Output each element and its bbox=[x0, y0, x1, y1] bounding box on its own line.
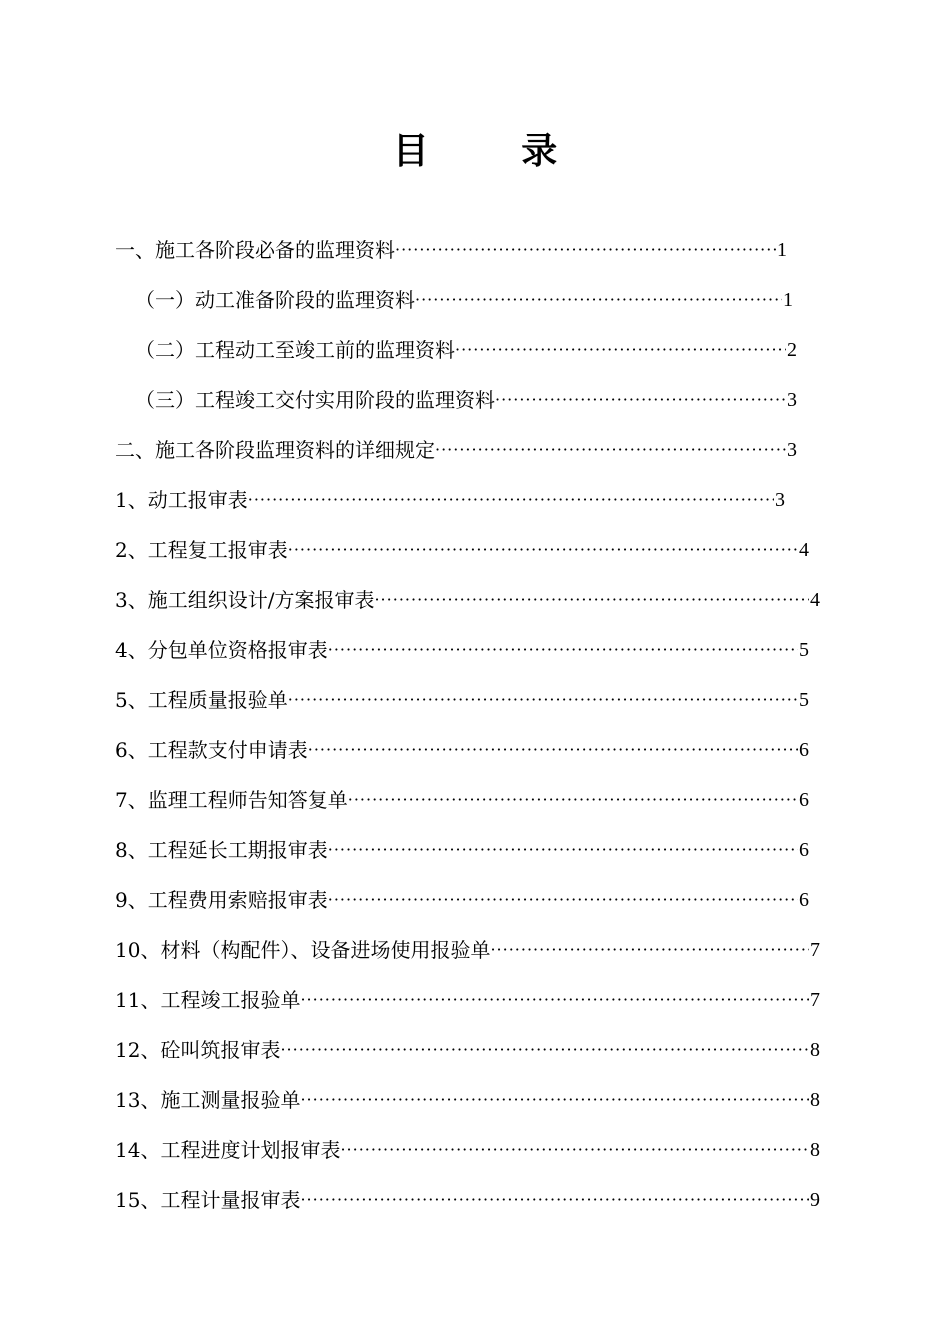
toc-dot-leader bbox=[248, 482, 774, 518]
toc-dot-leader bbox=[435, 432, 786, 468]
toc-dot-leader bbox=[288, 682, 798, 718]
toc-entry-label: （二）工程动工至竣工前的监理资料 bbox=[135, 338, 455, 362]
toc-entry-section-1[interactable] bbox=[115, 232, 787, 268]
toc-entry-item-1[interactable] bbox=[115, 482, 785, 518]
toc-entry-label: 二、施工各阶段监理资料的详细规定 bbox=[115, 438, 435, 462]
toc-dot-leader bbox=[300, 1082, 809, 1118]
toc-entry-item-7[interactable] bbox=[115, 782, 809, 818]
toc-page-number: 4 bbox=[799, 539, 809, 561]
toc-entry-label: 6、工程款支付申请表 bbox=[115, 738, 308, 762]
toc-page-number: 6 bbox=[799, 889, 809, 911]
toc-entry-item-5[interactable] bbox=[115, 682, 809, 718]
toc-page-number: 7 bbox=[810, 989, 820, 1011]
toc-dot-leader bbox=[288, 532, 798, 568]
page-title: 目 录 bbox=[392, 131, 598, 172]
toc-page-number: 3 bbox=[787, 439, 797, 461]
toc-page-number: 8 bbox=[810, 1139, 820, 1161]
toc-entry-label: 10、材料（构配件）、设备进场使用报验单 bbox=[115, 938, 491, 962]
toc-entry-label: 13、施工测量报验单 bbox=[115, 1088, 301, 1112]
toc-entry-item-3[interactable] bbox=[115, 582, 820, 618]
toc-page-number: 8 bbox=[810, 1089, 820, 1111]
toc-entry-item-10[interactable] bbox=[115, 932, 820, 968]
toc-entry-label: （三）工程竣工交付实用阶段的监理资料 bbox=[135, 388, 495, 412]
toc-dot-leader bbox=[328, 632, 798, 668]
toc-dot-leader bbox=[328, 882, 798, 918]
toc-entry-label: 8、工程延长工期报审表 bbox=[115, 838, 328, 862]
toc-page-number: 7 bbox=[810, 939, 820, 961]
toc-entry-item-9[interactable] bbox=[115, 882, 809, 918]
toc-page-number: 6 bbox=[799, 789, 809, 811]
toc-dot-leader bbox=[415, 282, 782, 318]
toc-page-number: 3 bbox=[775, 489, 785, 511]
toc-dot-leader bbox=[308, 732, 798, 768]
toc-entry-label: 15、工程计量报审表 bbox=[115, 1188, 301, 1212]
toc-entry-item-8[interactable] bbox=[115, 832, 809, 868]
toc-entry-item-13[interactable] bbox=[115, 1082, 820, 1118]
toc-entry-subsection-3[interactable] bbox=[135, 382, 797, 418]
toc-entry-section-2[interactable] bbox=[115, 432, 797, 468]
toc-page-number: 2 bbox=[787, 339, 797, 361]
toc-page-number: 1 bbox=[783, 289, 793, 311]
toc-entry-item-15[interactable] bbox=[115, 1182, 820, 1218]
toc-dot-leader bbox=[300, 1182, 809, 1218]
toc-dot-leader bbox=[495, 382, 786, 418]
toc-page-number: 3 bbox=[787, 389, 797, 411]
toc-dot-leader bbox=[374, 582, 809, 618]
toc-page-number: 5 bbox=[799, 639, 809, 661]
toc-entry-item-12[interactable] bbox=[115, 1032, 820, 1068]
toc-page-number: 9 bbox=[810, 1189, 820, 1211]
toc-dot-leader bbox=[490, 932, 809, 968]
toc-entry-subsection-2[interactable] bbox=[135, 332, 797, 368]
toc-entry-label: 4、分包单位资格报审表 bbox=[115, 638, 328, 662]
toc-page-number: 5 bbox=[799, 689, 809, 711]
toc-entry-label: 5、工程质量报验单 bbox=[115, 688, 288, 712]
toc-entry-label: 7、监理工程师告知答复单 bbox=[115, 788, 348, 812]
toc-entry-label: 12、砼叫筑报审表 bbox=[115, 1038, 281, 1062]
toc-dot-leader bbox=[300, 982, 809, 1018]
toc-page-number: 8 bbox=[810, 1039, 820, 1061]
toc-entry-label: 一、施工各阶段必备的监理资料 bbox=[115, 238, 395, 262]
toc-entry-item-2[interactable] bbox=[115, 532, 809, 568]
toc-page-number: 6 bbox=[799, 839, 809, 861]
toc-dot-leader bbox=[340, 1132, 809, 1168]
toc-dot-leader bbox=[455, 332, 786, 368]
toc-entry-subsection-1[interactable] bbox=[135, 282, 793, 318]
toc-entry-item-4[interactable] bbox=[115, 632, 809, 668]
toc-dot-leader bbox=[348, 782, 798, 818]
toc-dot-leader bbox=[280, 1032, 809, 1068]
toc-entry-item-6[interactable] bbox=[115, 732, 809, 768]
toc-entry-item-14[interactable] bbox=[115, 1132, 820, 1168]
toc-dot-leader bbox=[395, 232, 776, 268]
toc-entry-label: 2、工程复工报审表 bbox=[115, 538, 288, 562]
toc-entry-label: 3、施工组织设计/方案报审表 bbox=[115, 588, 375, 612]
toc-entry-label: 1、动工报审表 bbox=[115, 488, 248, 512]
toc-page-number: 1 bbox=[777, 239, 787, 261]
toc-page-number: 4 bbox=[810, 589, 820, 611]
toc-entry-label: 14、工程进度计划报审表 bbox=[115, 1138, 341, 1162]
toc-entry-item-11[interactable] bbox=[115, 982, 820, 1018]
toc-entry-label: 9、工程费用索赔报审表 bbox=[115, 888, 328, 912]
toc-entry-label: 11、工程竣工报验单 bbox=[115, 988, 301, 1012]
toc-page-number: 6 bbox=[799, 739, 809, 761]
toc-entry-label: （一）动工准备阶段的监理资料 bbox=[135, 288, 415, 312]
toc-dot-leader bbox=[328, 832, 798, 868]
